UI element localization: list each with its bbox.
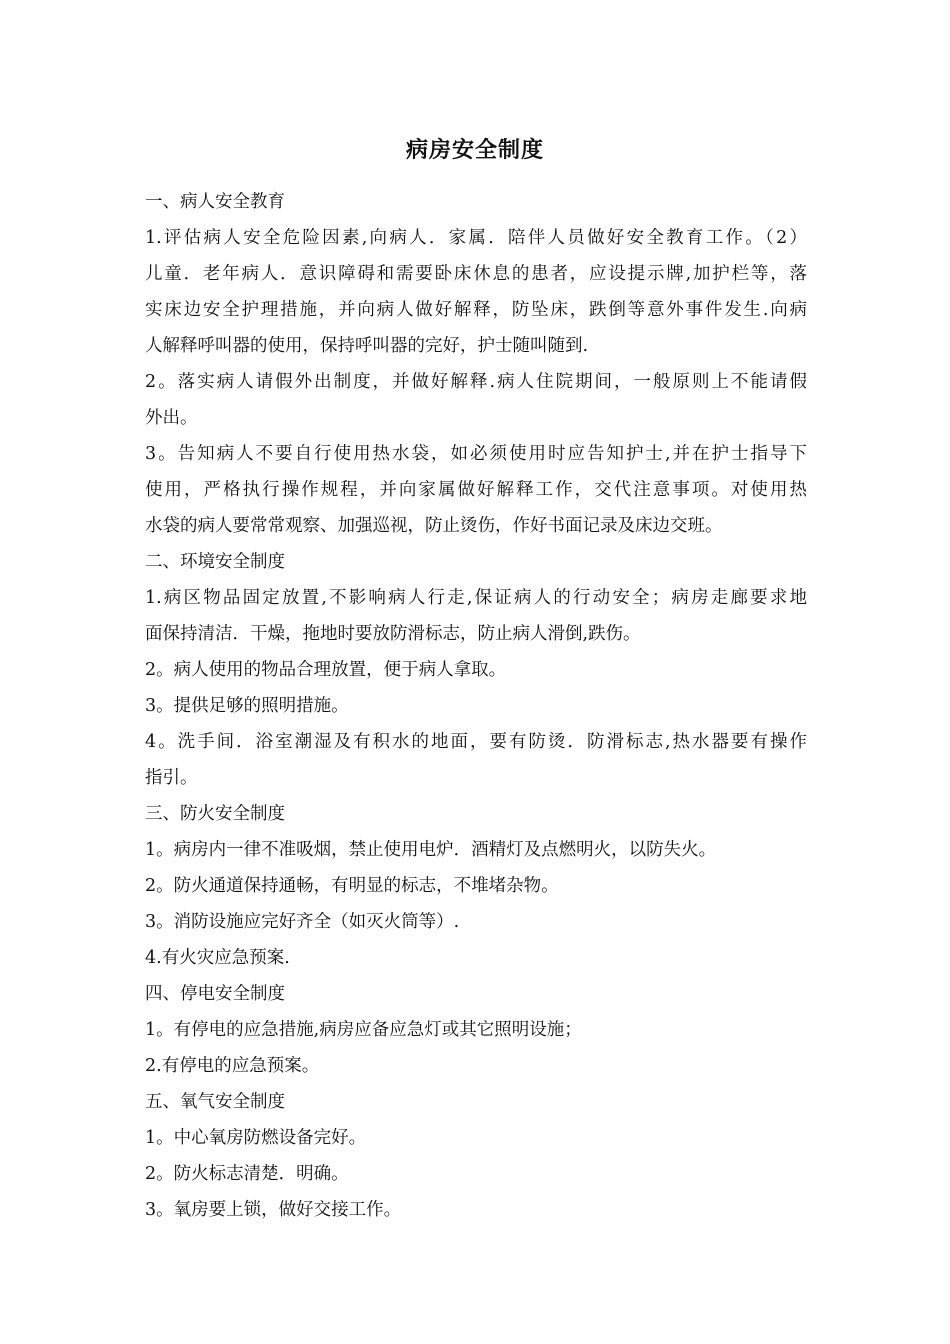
paragraph-line: 实床边安全护理措施，并向病人做好解释，防坠床，跌倒等意外事件发生.向病: [145, 300, 807, 320]
paragraph-line: 2。落实病人请假外出制度，并做好解释.病人住院期间，一般原则上不能请假: [145, 372, 807, 392]
section-heading: 四、停电安全制度: [145, 984, 285, 1004]
page-title: 病房安全制度: [405, 138, 544, 163]
paragraph-line: 2.有停电的应急预案。: [145, 1056, 320, 1076]
paragraph-line: 3。氧房要上锁，做好交接工作。: [145, 1200, 402, 1220]
section-heading: 一、病人安全教育: [145, 192, 285, 212]
paragraph-line: 1。病房内一律不准吸烟，禁止使用电炉．酒精灯及点燃明火，以防失火。: [145, 840, 717, 860]
paragraph-line: 1.病区物品固定放置,不影响病人行走,保证病人的行动安全；病房走廊要求地: [145, 588, 807, 608]
paragraph-line: 指引。: [145, 768, 198, 788]
paragraph-line: 儿童．老年病人．意识障碍和需要卧床休息的患者，应设提示牌,加护栏等，落: [145, 264, 807, 284]
paragraph-line: 人解释呼叫器的使用，保持呼叫器的完好，护士随叫随到.: [145, 336, 589, 356]
paragraph-line: 1。中心氧房防燃设备完好。: [145, 1128, 367, 1148]
document-body: [145, 184, 807, 1228]
paragraph-line: 面保持清洁．干燥，拖地时要放防滑标志，防止病人滑倒,跌伤。: [145, 624, 641, 644]
paragraph-line: 3。告知病人不要自行使用热水袋，如必须使用时应告知护士,并在护士指导下: [145, 444, 807, 464]
section-heading: 三、防火安全制度: [145, 804, 285, 824]
paragraph-line: 使用，严格执行操作规程，并向家属做好解释工作，交代注意事项。对使用热: [145, 480, 807, 500]
paragraph-line: 3。提供足够的照明措施。: [145, 696, 349, 716]
paragraph-line: 4。洗手间．浴室潮湿及有积水的地面，要有防烫．防滑标志,热水器要有操作: [145, 732, 807, 752]
paragraph-line: 2。防火通道保持通畅，有明显的标志，不堆堵杂物。: [145, 876, 559, 896]
paragraph-line: 2。病人使用的物品合理放置，便于病人拿取。: [145, 660, 507, 680]
paragraph-line: 4.有火灾应急预案.: [145, 948, 290, 968]
paragraph-line: 1.评估病人安全危险因素,向病人．家属．陪伴人员做好安全教育工作。（2）: [145, 228, 807, 248]
section-heading: 五、氧气安全制度: [145, 1092, 285, 1112]
paragraph-line: 1。有停电的应急措施,病房应备应急灯或其它照明设施；: [145, 1020, 582, 1040]
paragraph-line: 外出。: [145, 408, 198, 428]
section-heading: 二、环境安全制度: [145, 552, 285, 572]
paragraph-line: 2。防火标志清楚．明确。: [145, 1164, 349, 1184]
paragraph-line: 3。消防设施应完好齐全（如灭火筒等）.: [145, 912, 460, 932]
paragraph-line: 水袋的病人要常常观察、加强巡视，防止烫伤，作好书面记录及床边交班。: [145, 516, 723, 536]
